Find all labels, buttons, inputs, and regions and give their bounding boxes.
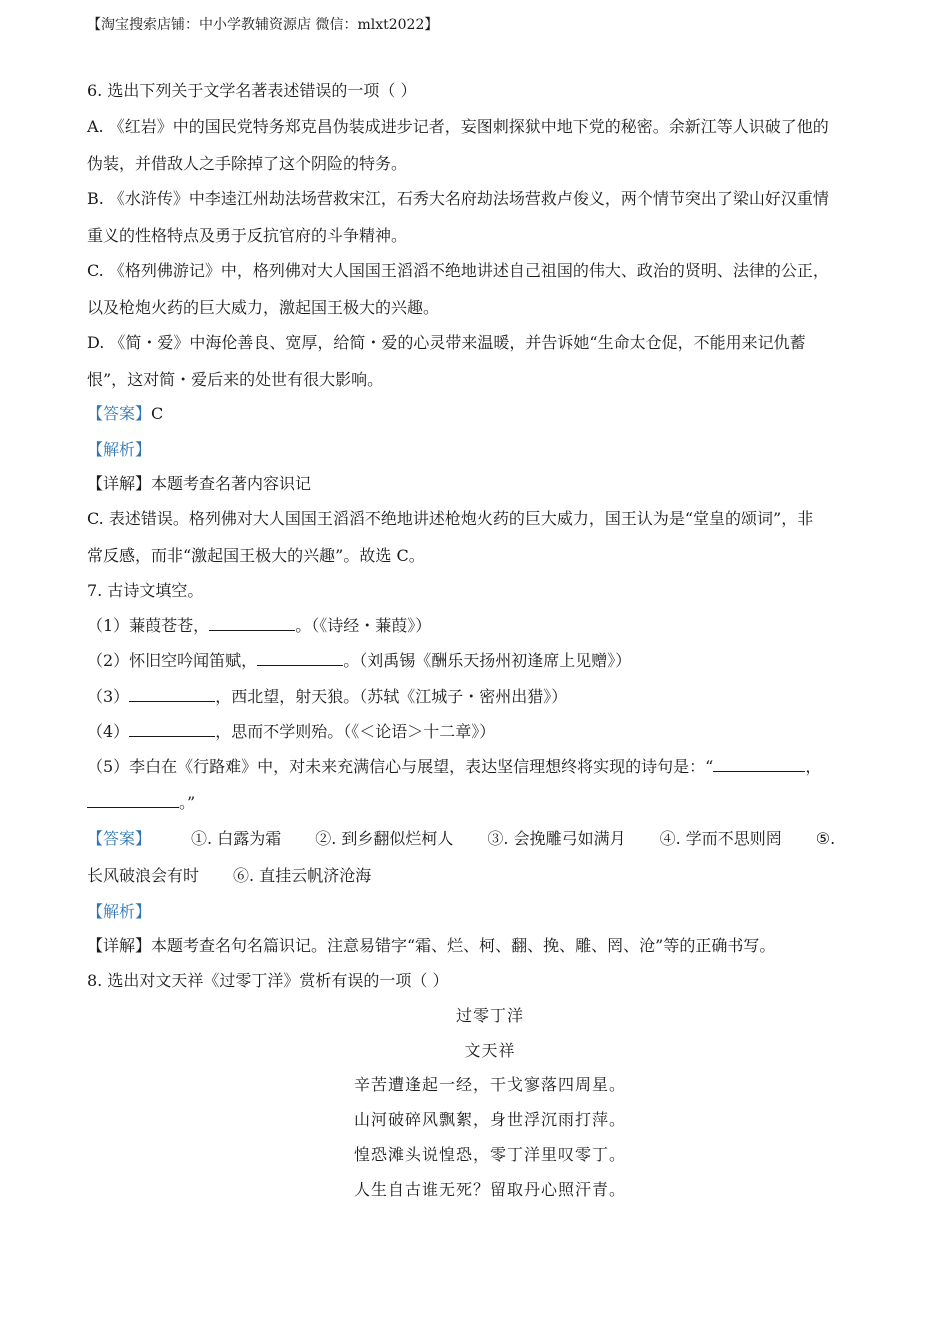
poem-line: 山河破碎风飘絮，身世浮沉雨打萍。 — [353, 1110, 626, 1129]
q6-stem: 6. 选出下列关于文学名著表述错误的一项（ ） — [87, 81, 417, 100]
q7-item-5-line1: （5）李白在《行路难》中，对未来充满信心与展望，表达坚信理想终将实现的诗句是：“ ， — [87, 757, 822, 776]
answer-label: 【答案】 — [87, 829, 152, 848]
q7-answer-line1: 【答案】 ①. 白露为霜 ②. 到乡翻似烂柯人 ③. 会挽雕弓如满月 ④. 学而不思则罔 ⑤. — [87, 829, 836, 848]
q6-option-a-line2: 伪装，并借敌人之手除掉了这个阴险的特务。 — [87, 154, 408, 173]
q7-item-3: （3） ，西北望，射天狼。（苏轼《江城子・密州出猎》） — [87, 687, 568, 706]
fill-blank — [257, 651, 343, 666]
q6-option-b-line1: B. 《水浒传》中李逵江州劫法场营救宋江，石秀大名府劫法场营救卢俊义，两个情节突出了梁山好汉重情 — [87, 189, 829, 208]
poem-line: 辛苦遭逢起一经，干戈寥落四周星。 — [353, 1075, 626, 1094]
q6-analysis-label: 【解析】 — [87, 440, 152, 459]
q7-item-2: （2）怀旧空吟闻笛赋， 。（刘禹锡《酬乐天扬州初逢席上见赠》） — [87, 651, 632, 670]
q8-stem: 8. 选出对文天祥《过零丁洋》赏析有误的一项（ ） — [87, 971, 449, 990]
q7-item-1: （1）蒹葭苍苍， 。（《诗经・蒹葭》） — [87, 616, 432, 635]
poem-line: 惶恐滩头说惶恐，零丁洋里叹零丁。 — [353, 1145, 626, 1164]
q6-option-a-line1: A. 《红岩》中的国民党特务郑克昌伪装成进步记者，妄图刺探狱中地下党的秘密。余新江等人识破了他的 — [87, 117, 829, 136]
answer-value: C — [151, 404, 164, 423]
q7-detail: 【详解】本题考查名句名篇识记。注意易错字“霜、烂、柯、翻、挽、雕、罔、沧”等的正确书写。 — [87, 936, 776, 955]
fill-blank — [209, 616, 295, 631]
q6-answer — [87, 404, 163, 424]
q7-item-4: （4） ，思而不学则殆。（《＜论语＞十二章》） — [87, 722, 496, 741]
q6-option-c-line1: C. 《格列佛游记》中，格列佛对大人国国王滔滔不绝地讲述自己祖国的伟大、政治的贤明、法律的公正， — [87, 261, 829, 280]
fill-blank — [87, 793, 179, 808]
q7-item-5-line2: 。” — [87, 793, 195, 813]
poem-author: 文天祥 — [464, 1041, 516, 1060]
q6-explain-line2: 常反感，而非“激起国王极大的兴趣”。故选 C。 — [87, 546, 425, 565]
fill-blank — [129, 722, 215, 737]
q6-option-d-line2: 恨”，这对简・爱后来的处世有很大影响。 — [87, 370, 384, 389]
q6-option-c-line2: 以及枪炮火药的巨大威力，激起国王极大的兴趣。 — [87, 298, 440, 317]
poem-title: 过零丁洋 — [455, 1006, 524, 1025]
q6-detail: 【详解】本题考查名著内容识记 — [87, 474, 312, 493]
page-header: 【淘宝搜索店铺：中小学教辅资源店 微信：mlxt2022】 — [87, 17, 439, 33]
answer-label: 【答案】 — [87, 404, 152, 423]
q7-analysis-label: 【解析】 — [87, 902, 152, 921]
fill-blank — [713, 757, 805, 772]
q6-option-d-line1: D. 《简・爱》中海伦善良、宽厚，给简・爱的心灵带来温暖，并告诉她“生命太仓促，不能用来记仇蓄 — [87, 333, 806, 352]
q6-explain-line1: C. 表述错误。格列佛对大人国国王滔滔不绝地讲述枪炮火药的巨大威力，国王认为是“堂皇的颂词”，非 — [87, 509, 814, 528]
q7-stem: 7. 古诗文填空。 — [87, 581, 204, 600]
q6-option-b-line2: 重义的性格特点及勇于反抗官府的斗争精神。 — [87, 226, 408, 245]
q7-answer-line2: 长风破浪会有时 ⑥. 直挂云帆济沧海 — [87, 866, 372, 885]
poem-line: 人生自古谁无死？留取丹心照汗青。 — [353, 1180, 626, 1199]
fill-blank — [129, 687, 215, 702]
